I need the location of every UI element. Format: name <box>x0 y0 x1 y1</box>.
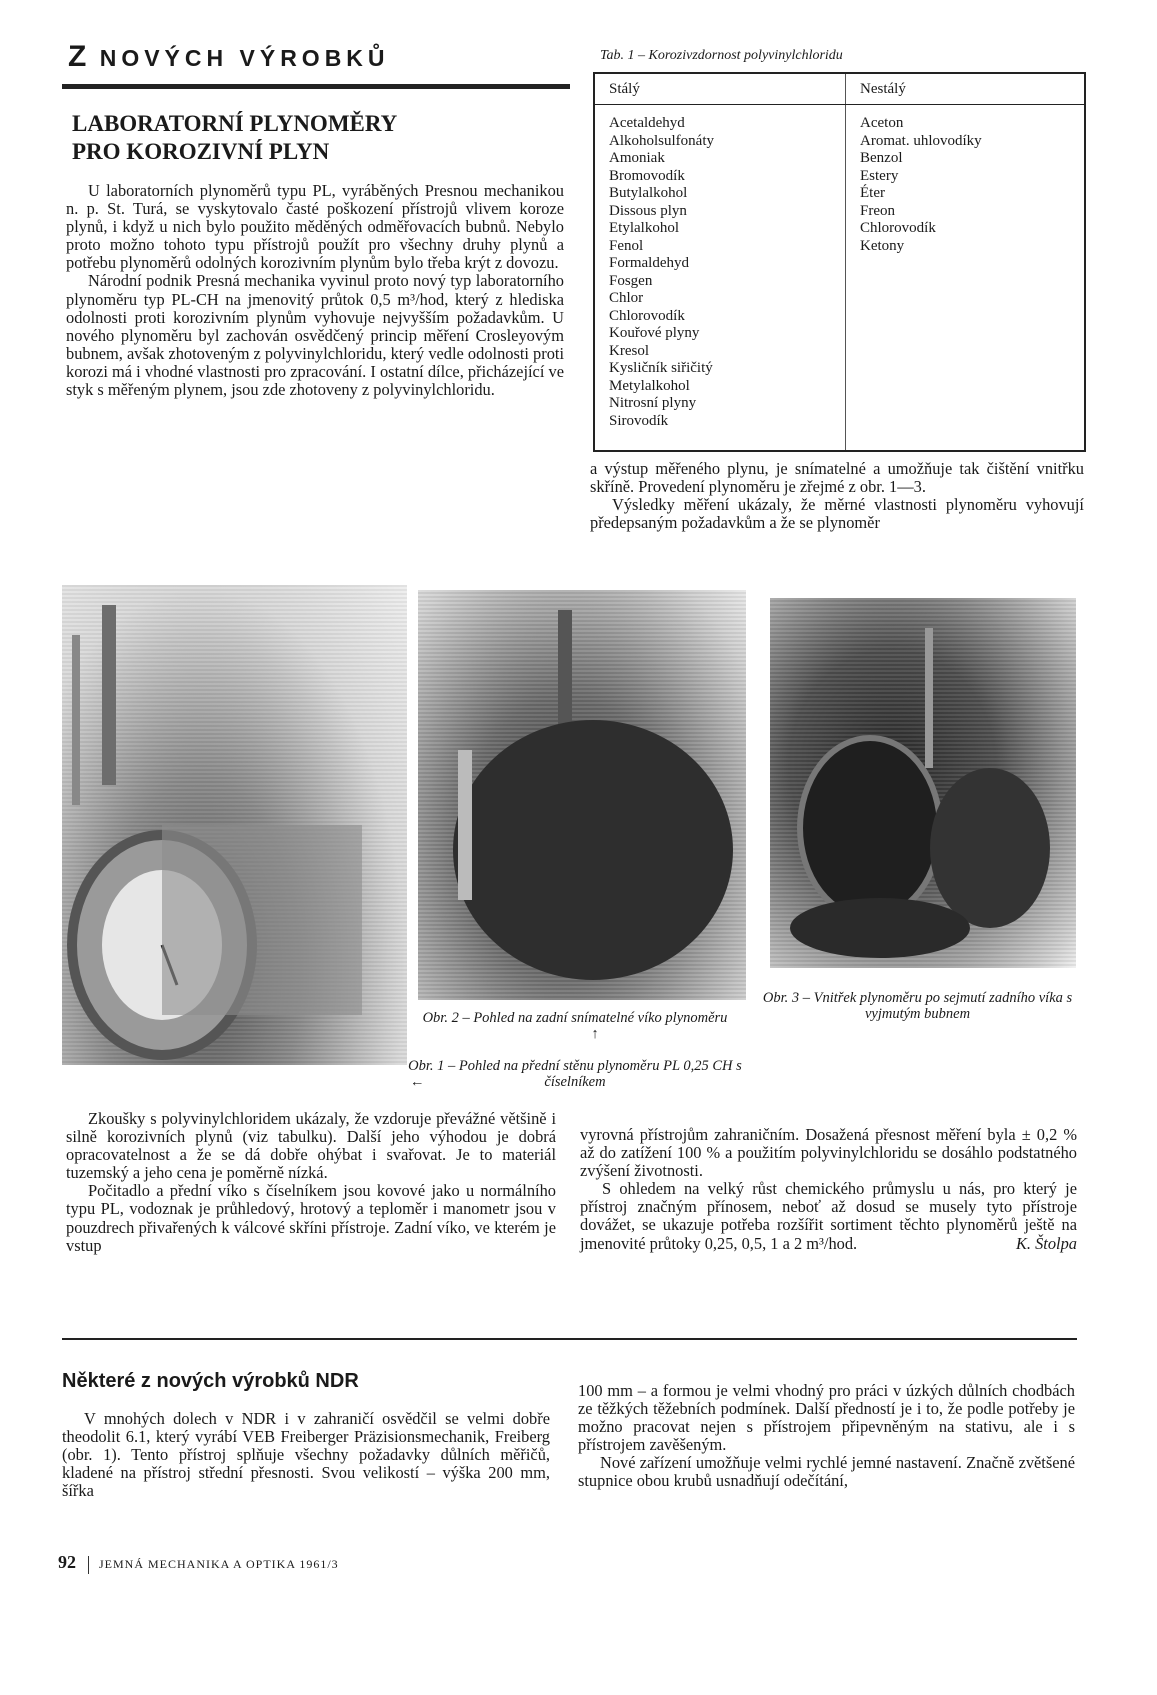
table-cell: Chlor <box>609 290 644 306</box>
paragraph: U laboratorních plynoměrů typu PL, vyráběných Presnou mechanikou n. p. St. Turá, se vyskytovalo časté poškození přístrojů vlivem koroze plynů, i když u nich bylo použito měděných odměřovacích bubnů. Nebylo proto možno tohoto typu přístrojů použít pro všechny druhy plynů a potřebu plynoměrů odolných korozivním plynům bylo třeba krýt z dovozu. <box>66 181 564 273</box>
article2-col2 <box>578 1382 1075 1491</box>
paragraph: Národní podnik Presná mechanika vyvinul proto nový typ laboratorního plynoměru typ PL-CH na jmenovitý průtok 0,5 m³/hod, který z hlediska odolnosti proti korozivním plynům vyhovuje nejvyšším požadavkům. U nového plynoměru byl zachován osvědčený princip měření Crosleyovým bubnem, avšak zhotoveným z polyvinylchloridu, který vedle odolnosti proti korozi má i vhodné vlastnosti pro zpracování. I ostatní dílce, přicházející ve styk s měřeným plynem, jsou zde zhotoveny z polyvinylchloridu. <box>66 271 565 400</box>
section-divider <box>62 1338 1077 1340</box>
table-cell: Éter <box>860 185 885 201</box>
paragraph: Počitadlo a přední víko s číselníkem jsou kovové jako u normálního typu PL, vodoznak je průhledový, hrotový a teploměr i manometr jsou v pouzdrech přivařených k válcové skříni přístroje. Zadní víko, ve kterém je vstup <box>66 1181 556 1255</box>
table-cell: Aromat. uhlovodíky <box>860 132 982 149</box>
table-stable-list <box>594 105 846 452</box>
paragraph: 100 mm – a formou je velmi vhodný pro práci v úzkých důlních chodbách ze těžkých těžebních podmínek. Další předností je i to, že podle potřeby je možno pracovat nejen s přístrojem připevněným na stativu, ale i s přístrojem zavěšeným. <box>578 1381 1075 1455</box>
paragraph: vyrovná přístrojům zahraničním. Dosažená přesnost měření byla ± 0,2 % až do zatížení 100 % a použitím polyvinylchloridu se dosáhlo podstatného zvýšení životnosti. <box>580 1125 1077 1181</box>
caption-obr2 <box>405 1010 745 1042</box>
table-cell: Alkoholsulfonáty <box>609 132 714 149</box>
article-col1-top <box>66 182 564 399</box>
table-header-stable: Stálý <box>594 73 846 105</box>
table-header-unstable: Nestálý <box>846 73 1086 105</box>
section-heading-text: NOVÝCH VÝROBKŮ <box>99 45 390 71</box>
table-cell: Acetaldehyd <box>609 115 685 131</box>
page-number: 92 <box>58 1552 76 1572</box>
article-title-line1: LABORATORNÍ PLYNOMĚRY <box>72 111 398 136</box>
paragraph: a výstup měřeného plynu, je snímatelné a umožňuje tak čištění vnitřku skříně. Provedení plynoměru je zřejmé z obr. 1—3. <box>590 459 1084 497</box>
table-cell: Sirovodík <box>609 412 669 429</box>
table-cell: Nitrosní plyny <box>609 395 697 411</box>
caption-obr1-text: Obr. 1 – Pohled na přední stěnu plynoměru PL 0,25 CH s číselníkem <box>408 1058 742 1090</box>
gas-meter-front-illustration <box>62 585 407 1065</box>
table-cell: Kysličník siřičitý <box>609 360 713 376</box>
table-cell: Benzol <box>860 150 903 166</box>
gas-meter-interior-illustration <box>770 598 1076 968</box>
table-cell: Chlorovodík <box>860 220 936 236</box>
table-cell: Amoniak <box>609 150 665 166</box>
table-cell: Etylalkohol <box>609 220 679 236</box>
table-cell: Freon <box>860 202 895 219</box>
page-footer <box>58 1552 339 1574</box>
table-title: Tab. 1 – Korozivzdornost polyvinylchloridu <box>600 48 843 63</box>
arrow-left-icon: ← <box>410 1074 425 1090</box>
heading-rule <box>62 84 570 89</box>
gas-meter-front-photo <box>62 585 407 1065</box>
table-cell: Kouřové plyny <box>609 325 700 341</box>
journal-name: JEMNÁ MECHANIKA A OPTIKA 1961/3 <box>99 1557 339 1571</box>
gas-meter-back-photo <box>418 590 746 1000</box>
gas-meter-interior-photo <box>770 598 1076 968</box>
footer-divider <box>88 1556 89 1574</box>
article-col2-top <box>590 460 1084 532</box>
article2-col1 <box>62 1410 550 1500</box>
table-cell: Aceton <box>860 115 904 131</box>
table-cell: Dissous plyn <box>609 202 687 219</box>
paragraph: Výsledky měření ukázaly, že měrné vlastnosti plynoměru vyhovují předepsaným požadavkům a že se plynoměr <box>590 495 1084 533</box>
corrosion-table <box>593 72 1086 452</box>
table-cell: Chlorovodík <box>609 307 685 324</box>
table-cell: Fenol <box>609 237 644 254</box>
table-cell: Kresol <box>609 342 649 359</box>
paragraph: Zkoušky s polyvinylchloridem ukázaly, že vzdoruje převážné většině i silně korozivních plynů (viz tabulku). Další jeho výhodou je dobrá opracovatelnost a že se dá dobře ohýbat i svařovat. Je to materiál tuzemský a jeho cena je poměrně nízká. <box>66 1109 556 1183</box>
article2-title: Některé z nových výrobků NDR <box>62 1370 359 1392</box>
paragraph: S ohledem na velký růst chemického průmyslu u nás, pro který je přístroj značným přínosem, neboť až dosud se musely tyto přístroje dovážet, se ukazuje potřeba rozšířit sortiment těchto plynoměrů ještě na jmenovité průtoky 0,25, 0,5, 1 a 2 m³/hod. <box>580 1179 1077 1253</box>
article-col2-bottom <box>580 1126 1077 1253</box>
author-name: K. Štolpa <box>1015 1233 1077 1253</box>
paragraph: V mnohých dolech v NDR i v zahraničí osvědčil se velmi dobře theodolit 6.1, který vyrábí VEB Freiberger Präzisionsmechanik, Freiberg (obr. 1). Tento přístroj splňuje všechny požadavky důlních měřičů, kladené na přístroj střední přesnosti. Svou velikostí – výška 200 mm, šířka <box>62 1409 550 1501</box>
caption-obr1 <box>405 1058 745 1090</box>
table-cell: Ketony <box>860 237 905 254</box>
table-unstable-list <box>846 105 1086 452</box>
article-col1-bottom <box>66 1110 556 1255</box>
table-cell: Formaldehyd <box>609 255 689 271</box>
section-heading-initial: Z <box>68 40 89 73</box>
caption-obr3: Obr. 3 – Vnitřek plynoměru po sejmutí zadního víka s vyjmutým bubnem <box>762 990 1073 1022</box>
paragraph: Nové zařízení umožňuje velmi rychlé jemné nastavení. Značně zvětšené stupnice obou krubů usnadňují odečítání, <box>578 1453 1075 1491</box>
table-cell: Butylalkohol <box>609 185 688 201</box>
section-heading <box>68 40 390 74</box>
table-cell: Metylalkohol <box>609 377 690 394</box>
caption-obr2-text: Obr. 2 – Pohled na zadní snímatelné víko plynoměru <box>422 1010 728 1026</box>
table-cell: Fosgen <box>609 272 653 289</box>
table-cell: Estery <box>860 167 899 184</box>
table-cell: Bromovodík <box>609 167 685 184</box>
arrow-up-icon: ↑ <box>591 1026 599 1042</box>
article-title <box>72 110 397 166</box>
article-title-line2: PRO KOROZIVNÍ PLYN <box>72 139 330 164</box>
gas-meter-back-illustration <box>418 590 746 1000</box>
